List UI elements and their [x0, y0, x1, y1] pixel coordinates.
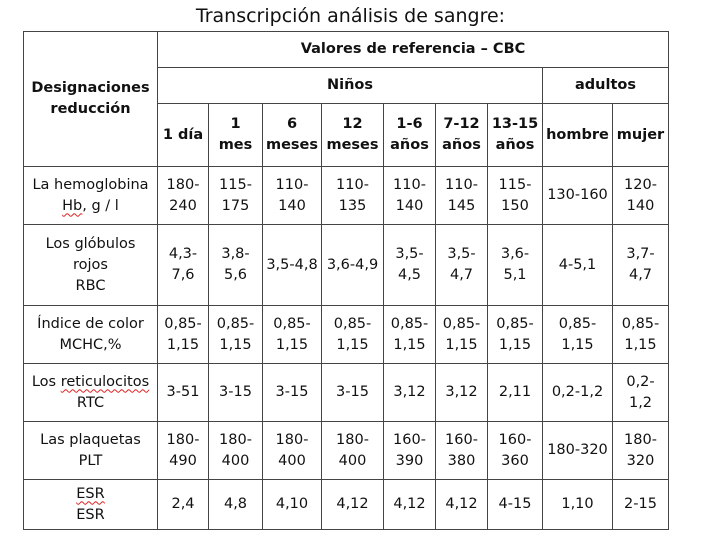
value-cell: 3-15	[263, 364, 322, 422]
value-cell: 4,8	[209, 480, 263, 530]
value-cell: 110- 135	[322, 167, 384, 225]
value-cell: 160- 380	[436, 422, 488, 480]
value-cell: 4,12	[322, 480, 384, 530]
designation-text: ESR	[76, 506, 105, 523]
table-row	[24, 225, 669, 306]
value-cell: 3,6-4,9	[322, 225, 384, 306]
value-cell: 0,85- 1,15	[613, 306, 669, 364]
row-designation	[24, 364, 158, 422]
value-cell: 3-15	[322, 364, 384, 422]
value-cell: 0,85- 1,15	[158, 306, 209, 364]
value-cell: 110- 145	[436, 167, 488, 225]
age-header: 6 meses	[263, 104, 322, 167]
value-cell: 180-320	[543, 422, 613, 480]
value-cell: 180- 400	[209, 422, 263, 480]
row-designation	[24, 167, 158, 225]
age-header: mujer	[613, 104, 669, 167]
value-cell: 110- 140	[384, 167, 436, 225]
age-header: 13-15 años	[488, 104, 543, 167]
age-header: 1 día	[158, 104, 209, 167]
value-cell: 130-160	[543, 167, 613, 225]
designation-text: ESR	[76, 485, 105, 502]
designation-text: , g / l	[82, 197, 119, 214]
value-cell: 0,85- 1,15	[322, 306, 384, 364]
designation-text: Las plaquetas PLT	[40, 431, 141, 469]
value-cell: 160- 390	[384, 422, 436, 480]
row-designation	[24, 225, 158, 306]
age-header: 12 meses	[322, 104, 384, 167]
value-cell: 180- 400	[263, 422, 322, 480]
designations-header: Designaciones reducción	[24, 32, 158, 167]
table-row	[24, 480, 669, 530]
value-cell: 0,85- 1,15	[209, 306, 263, 364]
value-cell: 3,5- 4,5	[384, 225, 436, 306]
value-cell: 0,85- 1,15	[543, 306, 613, 364]
value-cell: 0,85- 1,15	[263, 306, 322, 364]
value-cell: 2,4	[158, 480, 209, 530]
value-cell: 115- 175	[209, 167, 263, 225]
value-cell: 4-5,1	[543, 225, 613, 306]
page-title: Transcripción análisis de sangre:	[195, 5, 506, 27]
value-cell: 3,5- 4,7	[436, 225, 488, 306]
designation-text: La hemoglobina	[32, 176, 149, 193]
designation-text: RTC	[76, 394, 105, 411]
table-row	[24, 364, 669, 422]
row-designation	[24, 422, 158, 480]
value-cell: 1,10	[543, 480, 613, 530]
blood-reference-table	[23, 31, 669, 530]
value-cell: 0,2-1,2	[543, 364, 613, 422]
value-cell: 4,12	[436, 480, 488, 530]
value-cell: 0,85- 1,15	[488, 306, 543, 364]
designation-text: Hb	[62, 197, 83, 214]
value-cell: 3,6- 5,1	[488, 225, 543, 306]
designation-text: reticulocitos	[60, 373, 150, 390]
table-row	[24, 422, 669, 480]
value-cell: 180- 490	[158, 422, 209, 480]
adults-header: adultos	[543, 68, 669, 104]
value-cell: 2-15	[613, 480, 669, 530]
age-header: 1-6 años	[384, 104, 436, 167]
age-header: hombre	[543, 104, 613, 167]
value-cell: 4,3- 7,6	[158, 225, 209, 306]
value-cell: 4-15	[488, 480, 543, 530]
value-cell: 180- 400	[322, 422, 384, 480]
row-designation	[24, 480, 158, 530]
age-header: 1 mes	[209, 104, 263, 167]
value-cell: 115- 150	[488, 167, 543, 225]
table-row	[24, 167, 669, 225]
table-row	[24, 306, 669, 364]
value-cell: 4,12	[384, 480, 436, 530]
value-cell: 3,12	[436, 364, 488, 422]
value-cell: 160- 360	[488, 422, 543, 480]
value-cell: 3-15	[209, 364, 263, 422]
reference-values-header: Valores de referencia – CBC	[158, 32, 669, 68]
value-cell: 3-51	[158, 364, 209, 422]
value-cell: 3,8- 5,6	[209, 225, 263, 306]
value-cell: 3,12	[384, 364, 436, 422]
value-cell: 110- 140	[263, 167, 322, 225]
value-cell: 0,2- 1,2	[613, 364, 669, 422]
value-cell: 3,5-4,8	[263, 225, 322, 306]
designation-text: Los glóbulos rojos RBC	[45, 235, 136, 294]
designation-text: Índice de color MCHC,%	[37, 315, 144, 353]
age-header: 7-12 años	[436, 104, 488, 167]
designation-text: Los	[31, 373, 61, 390]
children-header: Niños	[158, 68, 543, 104]
value-cell: 180- 240	[158, 167, 209, 225]
value-cell: 180- 320	[613, 422, 669, 480]
value-cell: 2,11	[488, 364, 543, 422]
value-cell: 120- 140	[613, 167, 669, 225]
value-cell: 0,85- 1,15	[384, 306, 436, 364]
value-cell: 3,7- 4,7	[613, 225, 669, 306]
value-cell: 0,85- 1,15	[436, 306, 488, 364]
value-cell: 4,10	[263, 480, 322, 530]
row-designation	[24, 306, 158, 364]
